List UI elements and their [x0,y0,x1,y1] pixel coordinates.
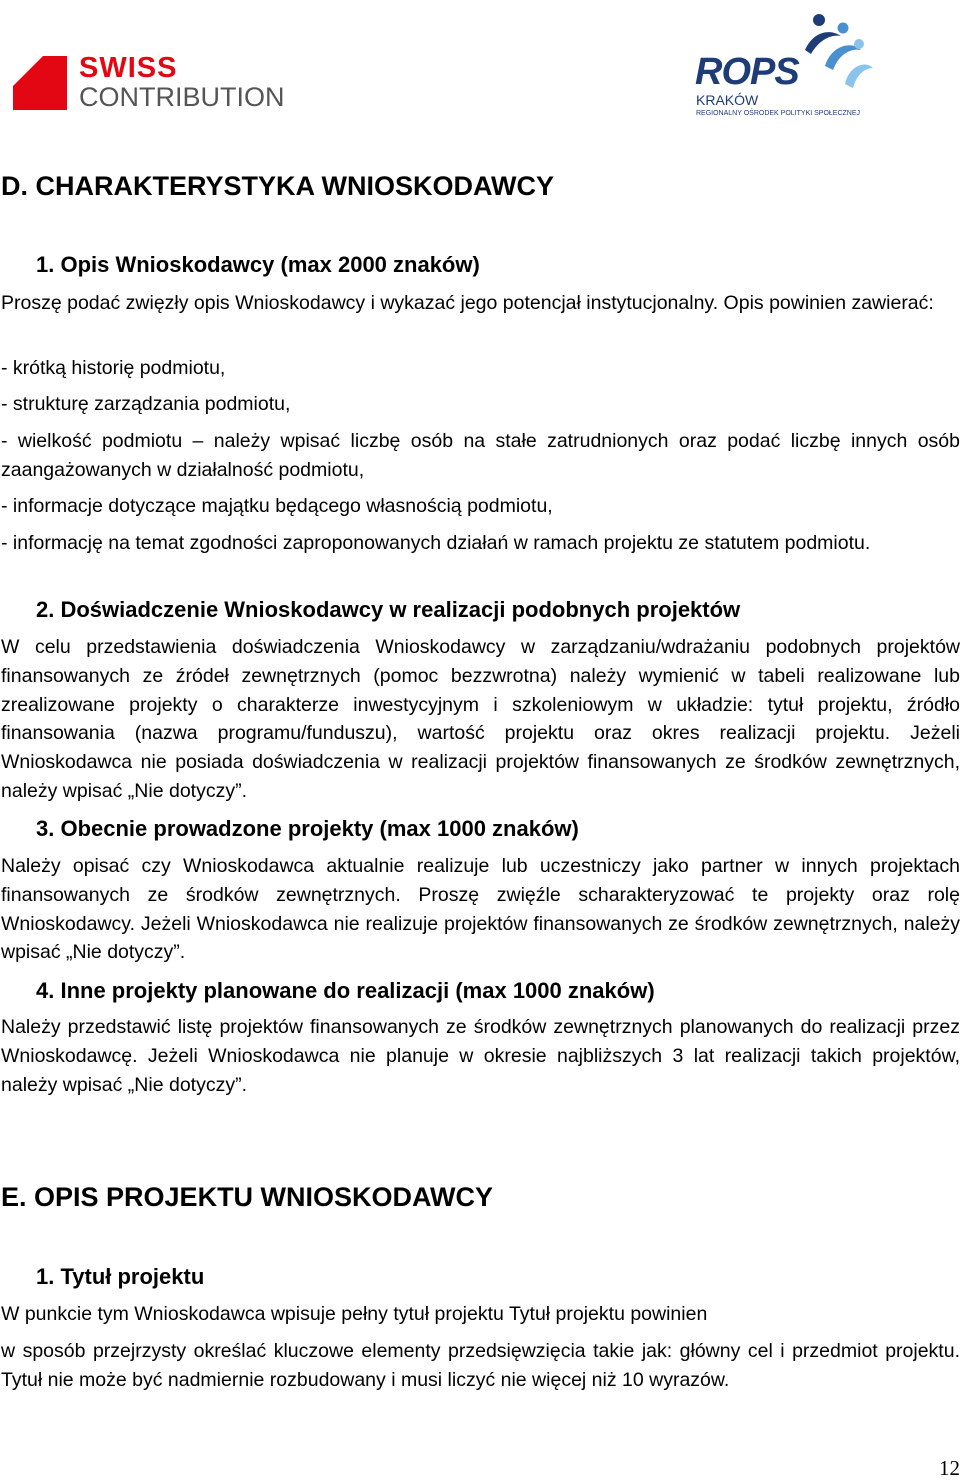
page-number: 12 [939,1456,960,1480]
list-item: - krótką historię podmiotu, [1,357,226,379]
section-d-title: D. CHARAKTERYSTYKA WNIOSKODAWCY [1,171,554,201]
section-d4-text: Należy przedstawić listę projektów finansowanych ze środków zewnętrznych planowanych do realizacji przez Wnioskodawcę. Jeżeli Wnioskodawca nie planuje w okresie najbliższych 3 lat realizacji takich projektów, należy wpisać „Nie dotyczy”. [1,1016,960,1096]
section-d1-intro: Proszę podać zwięzły opis Wnioskodawcy i wykazać jego potencjał instytucjonalny. Opis powinien zawierać: [1,292,934,314]
rops-logo-name: ROPS [695,51,799,93]
section-e1-text: w sposób przejrzysty określać kluczowe elementy przedsięwzięcia takie jak: główny cel i przedmiot projektu. Tytuł nie może być nadmiernie rozbudowany i musi liczyć nie więcej niż 10 wyrazów. [1,1340,960,1391]
rops-logo [695,10,875,122]
section-d2-text: W celu przedstawienia doświadczenia Wnioskodawcy w zarządzaniu/wdrażaniu podobnych projektów finansowanych ze źródeł zewnętrznych (pomoc bezzwrotna) należy wymienić w tabeli realizowane lub zrealizowane projekty o charakterze inwestycyjnym i szkoleniowym w układzie: tytuł projektu, źródło finansowania (nazwa programu/funduszu), wartość projektu oraz okres realizacji projektu. Jeżeli Wnioskodawca nie posiada doświadczenia w realizacji projektów finansowanych ze środków zewnętrznych, należy wpisać „Nie dotyczy”. [1,636,960,802]
rops-logo-subtitle: REGIONALNY OŚRODEK POLITYKI SPOŁECZNEJ [696,110,861,117]
section-d1-title: 1. Opis Wnioskodawcy (max 2000 znaków) [36,252,480,277]
swiss-logo-line1: SWISS [79,52,178,84]
swiss-contribution-logo [13,52,283,112]
section-e-title: E. OPIS PROJEKTU WNIOSKODAWCY [1,1182,494,1212]
section-d3-text: Należy opisać czy Wnioskodawca aktualnie realizuje lub uczestniczy jako partner w innych projektach finansowanych ze środków zewnętrznych. Proszę zwięźle scharakteryzować te projekty oraz rolę Wnioskodawcy. Jeżeli Wnioskodawca nie realizuje projektów finansowanych ze środków zewnętrznych, należy wpisać „Nie dotyczy”. [1,855,960,964]
section-d3-title: 3. Obecnie prowadzone projekty (max 1000 znaków) [36,816,579,841]
section-e1-line1: W punkcie tym Wnioskodawca wpisuje pełny tytuł projektu Tytuł projektu powinien [1,1303,708,1325]
rops-logo-city: KRAKÓW [696,92,759,108]
list-item: - informację na temat zgodności zaproponowanych działań w ramach projektu ze statutem podmiotu. [1,532,871,554]
list-item: - wielkość podmiotu – należy wpisać liczbę osób na stałe zatrudnionych oraz podać liczbę innych osób zaangażowanych w działalność podmiotu, [1,430,960,481]
section-e1-title: 1. Tytuł projektu [36,1264,205,1289]
list-item: - strukturę zarządzania podmiotu, [1,393,291,415]
swiss-logo-line2: CONTRIBUTION [79,82,285,112]
section-d2-title: 2. Doświadczenie Wnioskodawcy w realizacji podobnych projektów [36,597,741,622]
section-d4-title: 4. Inne projekty planowane do realizacji (max 1000 znaków) [36,978,655,1003]
list-item: - informacje dotyczące majątku będącego własnością podmiotu, [1,495,553,517]
rops-figures-icon [795,10,875,90]
swiss-flag-icon [13,56,67,110]
